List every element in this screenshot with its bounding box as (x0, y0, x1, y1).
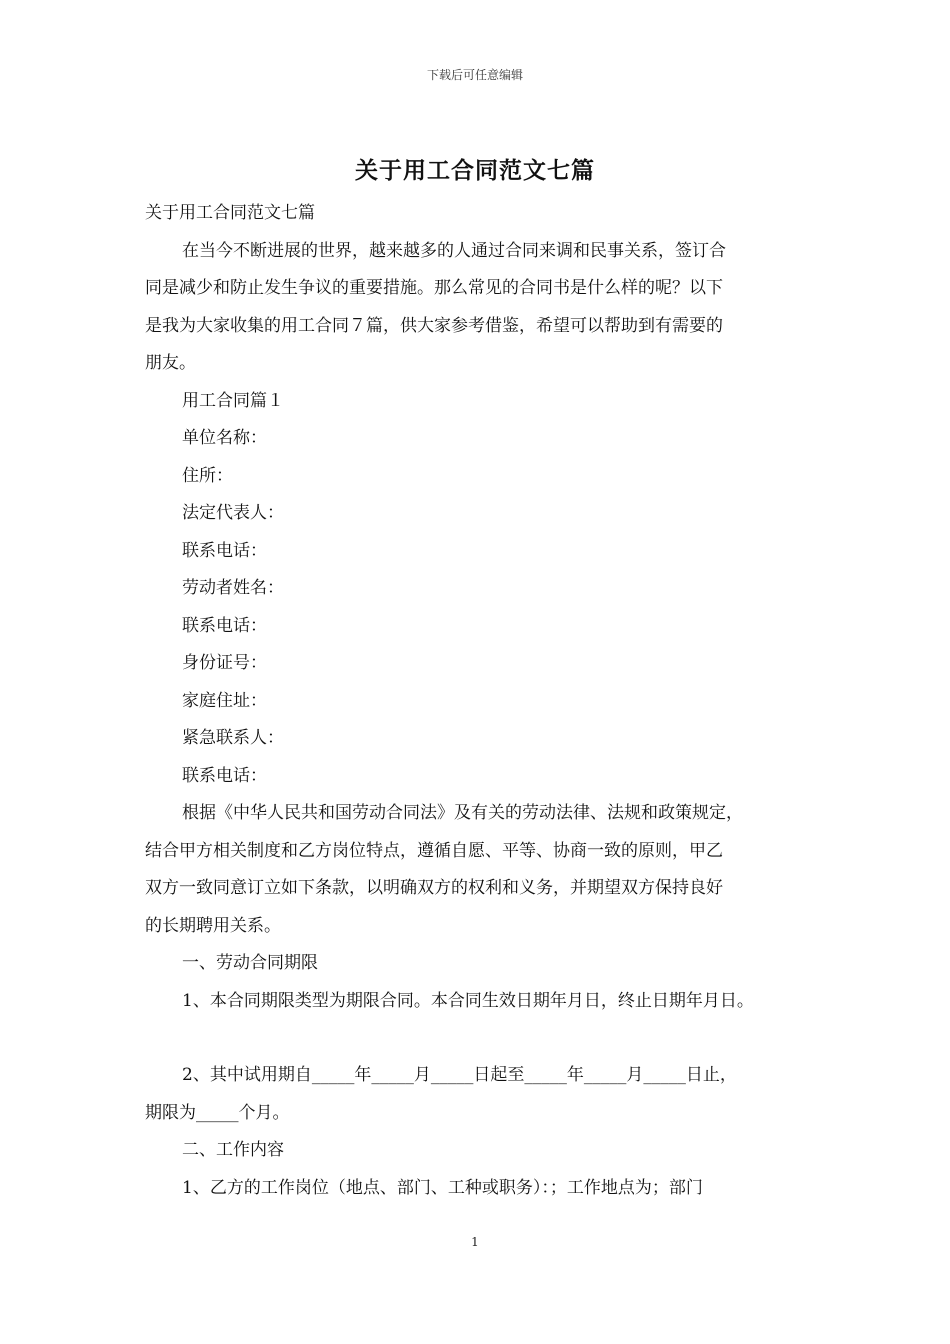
body-paragraph-line: 根据《中华人民共和国劳动合同法》及有关的劳动法律、法规和政策规定， (182, 803, 743, 823)
clause-line: 期限为_____个月。 (145, 1102, 290, 1123)
body-paragraph-line: 双方一致同意订立如下条款，以明确双方的权利和义务，并期望双方保持良好 (145, 878, 723, 898)
intro-paragraph-line: 同是减少和防止发生争议的重要措施。那么常见的合同书是什么样的呢？以下 (145, 278, 723, 298)
section-heading: 用工合同篇１ (182, 390, 284, 411)
form-field-label: 住所： (182, 465, 233, 486)
page-number: 1 (471, 1235, 479, 1249)
form-field-label: 劳动者姓名： (182, 578, 284, 598)
page-header: 下载后可任意编辑 (426, 68, 523, 82)
section-heading: 二、工作内容 (182, 1140, 284, 1160)
form-field-label: 紧急联系人： (182, 728, 284, 748)
form-field-label: 法定代表人： (182, 503, 284, 523)
clause-line: 1、乙方的工作岗位（地点、部门、工种或职务）：；工作地点为；部门 (182, 1177, 703, 1198)
document-title: 关于用工合同范文七篇 (355, 157, 595, 184)
blank-spacer (145, 1026, 825, 1063)
body-paragraph-line: 的长期聘用关系。 (145, 915, 281, 936)
intro-paragraph-line: 朋友。 (145, 353, 196, 373)
intro-paragraph-line: 是我为大家收集的用工合同７篇，供大家参考借鉴，希望可以帮助到有需要的 (145, 315, 723, 336)
document-body (145, 201, 825, 1213)
form-field-label: 联系电话： (182, 615, 267, 636)
body-paragraph-line: 结合甲方相关制度和乙方岗位特点，遵循自愿、平等、协商一致的原则，甲乙 (145, 840, 723, 861)
clause-line: 2、其中试用期自_____年_____月_____日起至_____年_____月_____日止， (182, 1065, 737, 1085)
section-heading: 一、劳动合同期限 (182, 953, 318, 973)
clause-line: 1、本合同期限类型为期限合同。本合同生效日期年月日，终止日期年月日。 (182, 990, 754, 1011)
form-field-label: 单位名称： (182, 428, 267, 448)
form-field-label: 身份证号： (182, 653, 267, 673)
form-field-label: 家庭住址： (182, 690, 267, 711)
intro-paragraph-line: 在当今不断进展的世界，越来越多的人通过合同来调和民事关系，签订合 (182, 240, 726, 261)
form-field-label: 联系电话： (182, 765, 267, 786)
form-field-label: 联系电话： (182, 540, 267, 561)
subtitle-line: 关于用工合同范文七篇 (145, 203, 315, 223)
